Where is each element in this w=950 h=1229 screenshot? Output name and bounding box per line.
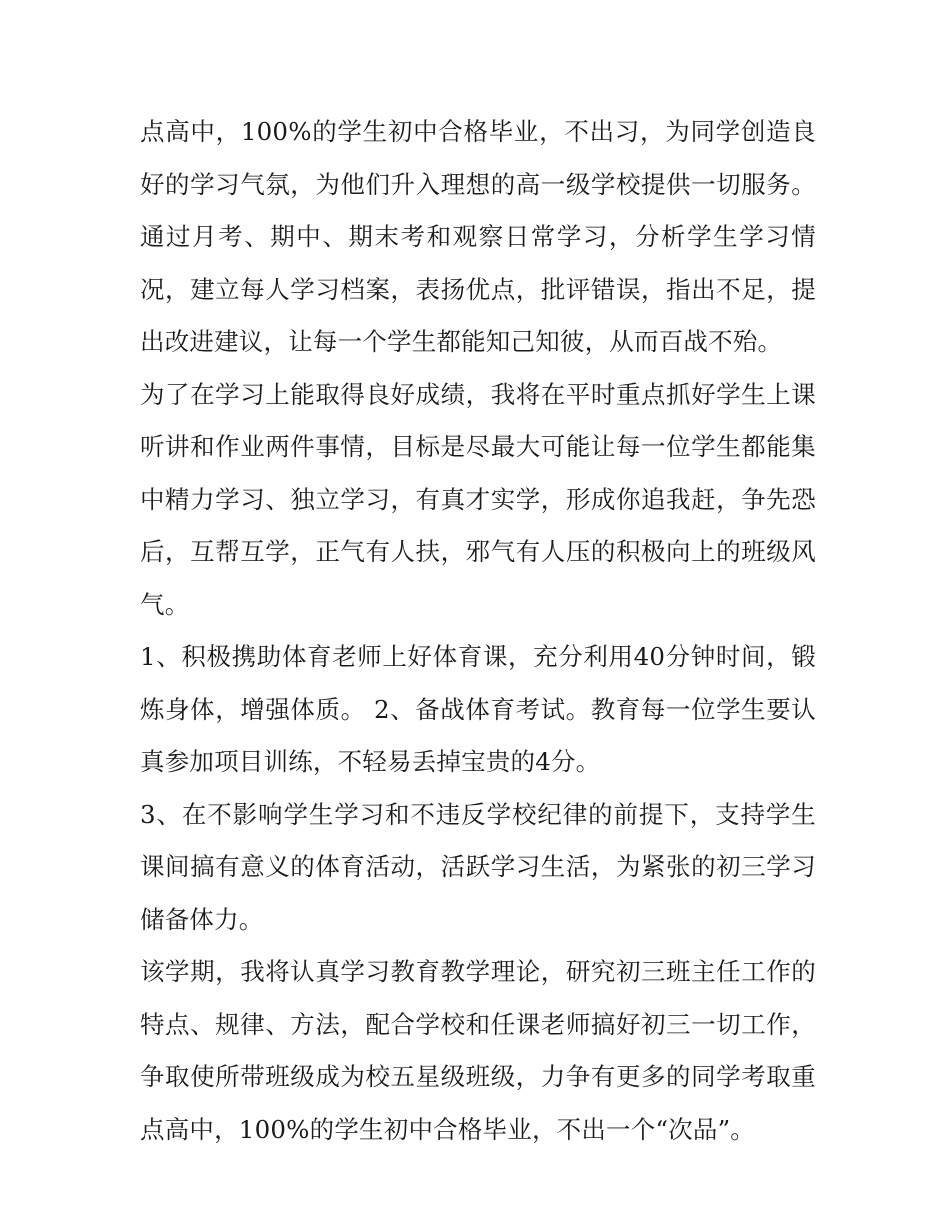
text-line: 为了在学习上能取得良好成绩，我将在平时重点抓好学生上课 — [140, 379, 816, 409]
text-line: 出改进建议，让每一个学生都能知己知彼，从而百战不殆。 — [140, 327, 783, 356]
text-line: 1、积极携助体育老师上好体育课，充分利用40分钟时间，锻 — [140, 642, 816, 671]
text-line: 3、在不影响学生学习和不违反学校纪律的前提下，支持学生 — [140, 799, 816, 829]
text-line: 储备体力。 — [140, 904, 264, 934]
text-line: 后，互帮互学，正气有人扶，邪气有人压的积极向上的班级风 — [140, 537, 816, 566]
text-line: 气。 — [140, 589, 190, 619]
text-line: 中精力学习、独立学习，有真才实学，形成你追我赶，争先恐 — [140, 484, 816, 514]
text-line: 争取使所带班级成为校五星级班级，力争有更多的同学考取重 — [140, 1062, 816, 1091]
text-line: 真参加项目训练，不轻易丢掉宝贵的4分。 — [140, 747, 601, 776]
text-line: 点高中，100%的学生初中合格毕业，不出一个“次品”。 — [140, 1114, 755, 1144]
text-line: 通过月考、期中、期末考和观察日常学习，分析学生学习情 — [140, 222, 816, 251]
text-line: 特点、规律、方法，配合学校和任课老师搞好初三一切工作， — [140, 1009, 816, 1039]
text-line: 点高中，100%的学生初中合格毕业，不出习，为同学创造良 — [140, 117, 816, 146]
text-line: 炼身体，增强体质。 2、备战体育考试。教育每一位学生要认 — [140, 694, 816, 724]
body-text — [140, 106, 816, 1156]
text-line: 该学期，我将认真学习教育教学理论，研究初三班主任工作的 — [140, 957, 816, 986]
text-line: 课间搞有意义的体育活动，活跃学习生活，为紧张的初三学习 — [140, 852, 816, 881]
text-line: 好的学习气氛，为他们升入理想的高一级学校提供一切服务。 — [140, 169, 816, 199]
text-line: 况，建立每人学习档案，表扬优点，批评错误，指出不足，提 — [140, 274, 816, 304]
text-line: 听讲和作业两件事情，目标是尽最大可能让每一位学生都能集 — [140, 432, 816, 461]
